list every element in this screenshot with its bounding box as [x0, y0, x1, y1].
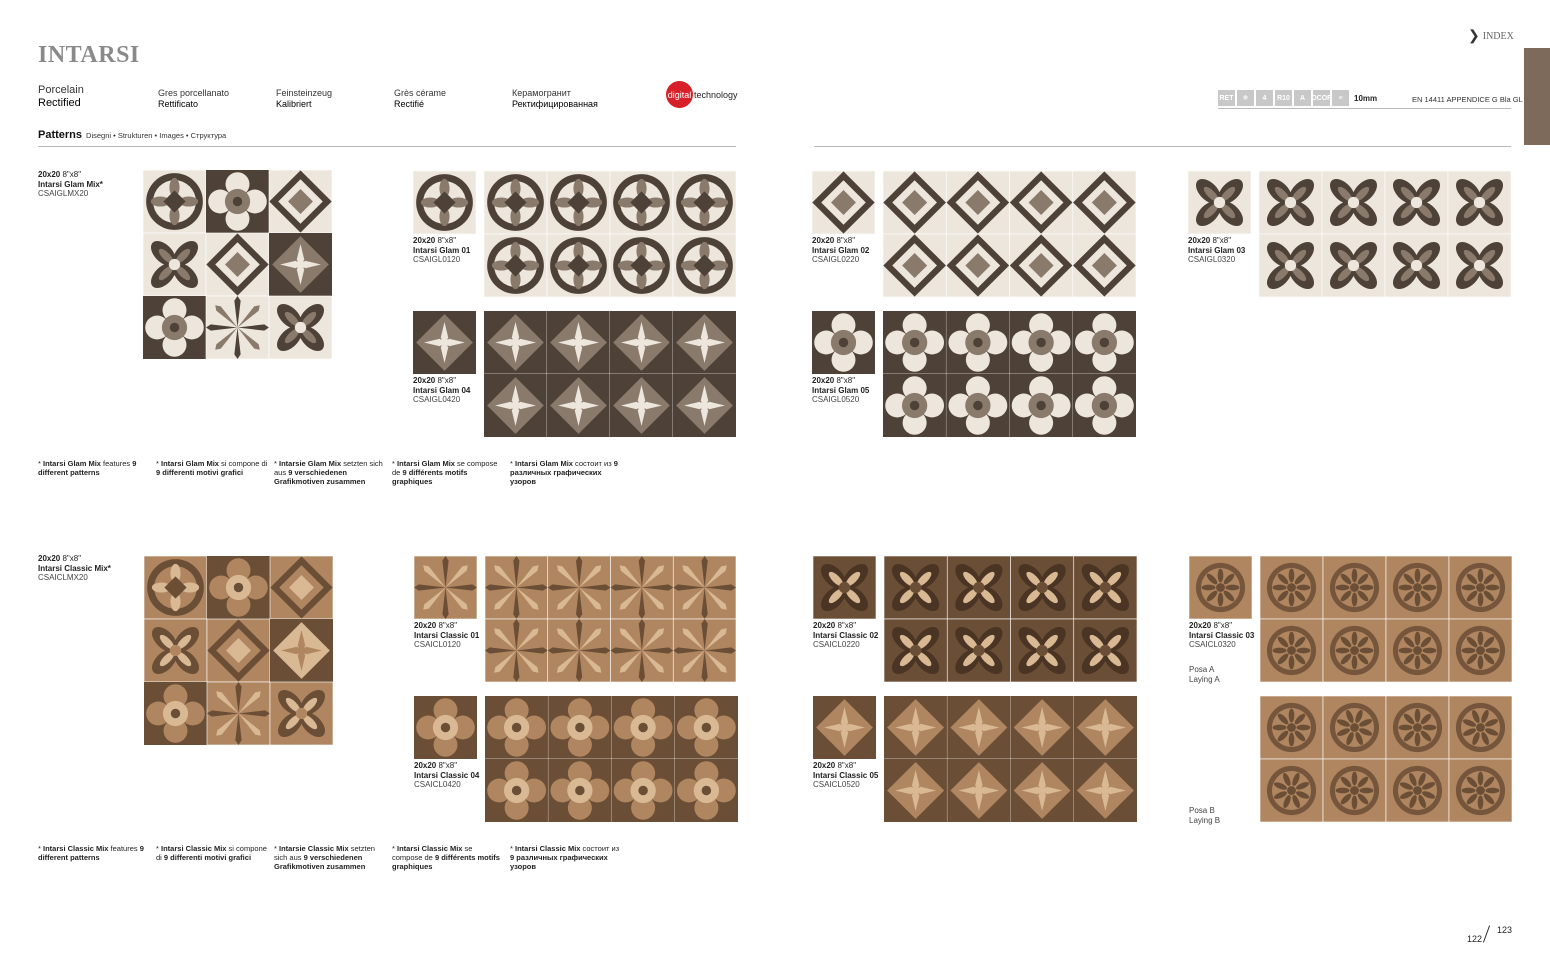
classic-01-label: 20x20 8"x8" Intarsi Classic 01 CSAICL0120	[414, 621, 480, 649]
classic-note-ru: * Intarsi Classic Mix состоит из 9 различных графических узоров	[510, 844, 620, 871]
frost-icon: ❄	[1237, 90, 1254, 106]
classic-03-label: 20x20 8"x8" Intarsi Classic 03 CSAICL0320	[1189, 621, 1255, 649]
glam-04-sample	[413, 311, 476, 374]
spec-badges	[1218, 90, 1377, 106]
glam-02-label: 20x20 8"x8" Intarsi Glam 02 CSAIGL0220	[812, 236, 870, 264]
glam-note-fr: * Intarsi Glam Mix se compose de 9 différents motifs graphiques	[392, 459, 498, 486]
glam-note-en: * Intarsi Glam Mix features 9 different patterns	[38, 459, 137, 477]
glam-01-panel	[484, 171, 736, 297]
norm-divider	[1218, 108, 1511, 109]
classic-mix-label: 20x20 8"x8" Intarsi Classic Mix* CSAICLMX20	[38, 554, 111, 582]
classic-note-it: * Intarsi Classic Mix si compone di 9 differenti motivi grafici	[156, 844, 267, 862]
classic-05-sample	[813, 696, 876, 759]
classic-01-sample	[414, 556, 477, 619]
lang-ru: Керамогранит Ректифицированная	[512, 88, 598, 109]
chemical-icon: A	[1294, 90, 1311, 106]
classic-03-panel-a	[1260, 556, 1512, 682]
classic-note-fr: * Intarsi Classic Mix se compose de 9 différents motifs graphiques	[392, 844, 500, 871]
page-separator	[1483, 925, 1490, 942]
classic-02-label: 20x20 8"x8" Intarsi Classic 02 CSAICL0220	[813, 621, 879, 649]
classic-01-panel	[485, 556, 736, 682]
patterns-heading: Patterns Disegni • Strukturen • Images • Структура	[38, 129, 227, 141]
index-arrow-icon: ❯	[1468, 29, 1480, 44]
lang-de: Feinsteinzeug Kalibriert	[276, 88, 333, 109]
lang-it: Gres porcellanato Rettificato	[158, 88, 230, 109]
side-tab[interactable]	[1524, 48, 1550, 145]
page-number-right: 123	[1497, 925, 1513, 935]
glam-mix-tile	[143, 170, 332, 359]
glam-note-it: * Intarsi Glam Mix si compone di 9 differenti motivi grafici	[156, 459, 268, 477]
glam-05-label: 20x20 8"x8" Intarsi Glam 05 CSAIGL0520	[812, 376, 870, 404]
glam-05-sample	[812, 311, 875, 374]
classic-02-panel	[884, 556, 1137, 682]
index-link[interactable]: ❯ INDEX	[1468, 29, 1514, 44]
thickness-icon: ≡	[1332, 90, 1349, 106]
divider-right	[814, 146, 1511, 147]
glam-05-panel	[883, 311, 1136, 437]
classic-04-panel	[485, 696, 738, 822]
glam-mix-label: 20x20 8"x8" Intarsi Glam Mix* CSAIGLMX20	[38, 170, 103, 198]
pei-icon: 4	[1256, 90, 1273, 106]
glam-02-sample	[812, 171, 875, 234]
glam-02-panel	[883, 171, 1136, 297]
glam-03-label: 20x20 8"x8" Intarsi Glam 03 CSAIGL0320	[1188, 236, 1246, 264]
glam-04-panel	[484, 311, 736, 437]
classic-note-en: * Intarsi Classic Mix features 9 different patterns	[38, 844, 144, 862]
laying-a-label: Posa A Laying A	[1189, 665, 1220, 684]
lang-fr: Grès cérame Rectifié	[394, 88, 447, 109]
divider-left	[38, 146, 736, 147]
classic-mix-tile	[144, 556, 333, 745]
glam-01-label: 20x20 8"x8" Intarsi Glam 01 CSAIGL0120	[413, 236, 471, 264]
glam-03-sample	[1188, 171, 1251, 234]
lang-en: Porcelain Rectified	[38, 84, 84, 109]
glam-01-sample	[413, 171, 476, 234]
norm-text: EN 14411 APPENDICE G Bla GL	[1412, 95, 1523, 104]
glam-04-label: 20x20 8"x8" Intarsi Glam 04 CSAIGL0420	[413, 376, 471, 404]
dcof-icon: DCOF	[1313, 90, 1330, 106]
classic-05-panel	[884, 696, 1137, 822]
classic-04-sample	[414, 696, 477, 759]
digital-technology-logo	[666, 81, 738, 108]
glam-note-de: * Intarsie Glam Mix setzten sich aus 9 verschiedenen Grafikmotiven zusammen	[274, 459, 383, 486]
glam-note-ru: * Intarsi Glam Mix состоит из 9 различных графических узоров	[510, 459, 618, 486]
laying-b-label: Posa B Laying B	[1189, 806, 1221, 825]
classic-note-de: * Intarsie Classic Mix setzten sich aus 9 verschiedenen Grafikmotiven zusammen	[274, 844, 375, 871]
rectified-icon: RET	[1218, 90, 1235, 106]
digital-badge: digital	[666, 81, 693, 108]
page-number-left: 122	[1467, 934, 1483, 944]
classic-04-label: 20x20 8"x8" Intarsi Classic 04 CSAICL0420	[414, 761, 480, 789]
slip-icon: R10	[1275, 90, 1292, 106]
classic-03-sample	[1189, 556, 1252, 619]
glam-03-panel	[1259, 171, 1511, 297]
classic-03-panel-b	[1260, 696, 1512, 822]
page-title: INTARSI	[38, 42, 140, 68]
technology-text: technology	[694, 89, 738, 100]
classic-02-sample	[813, 556, 876, 619]
classic-05-label: 20x20 8"x8" Intarsi Classic 05 CSAICL0520	[813, 761, 879, 789]
thickness-value: 10mm	[1354, 93, 1378, 103]
